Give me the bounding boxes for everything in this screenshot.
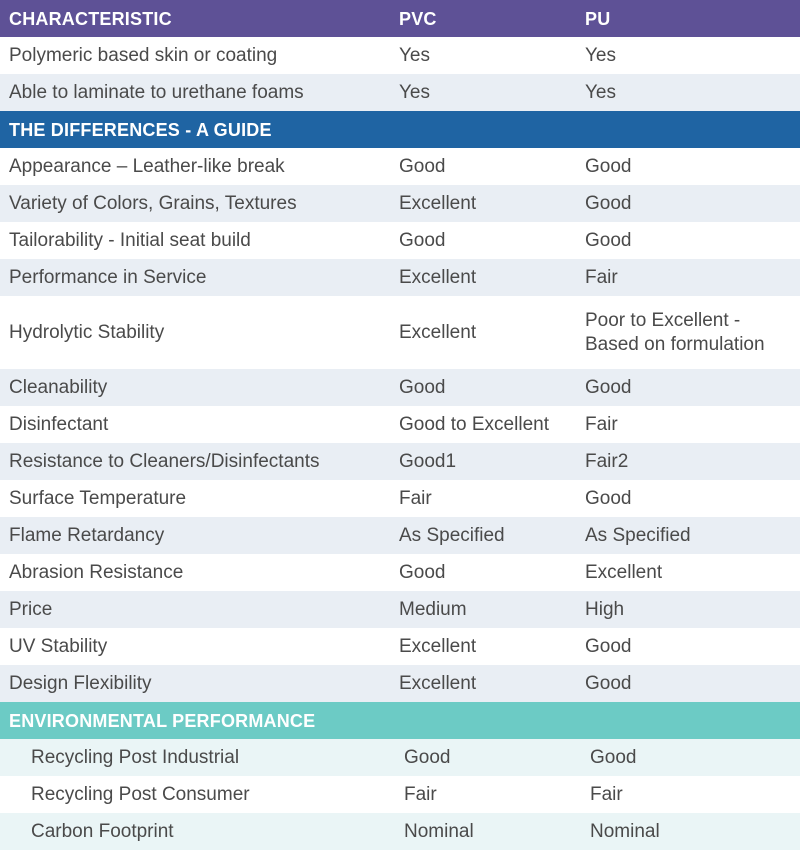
header-characteristic: CHARACTERISTIC [9, 8, 172, 29]
table-row [0, 665, 800, 702]
table-header-row [0, 0, 800, 37]
row-label: Variety of Colors, Grains, Textures [9, 192, 297, 214]
table-row [0, 813, 800, 850]
row-label: Recycling Post Industrial [31, 746, 240, 768]
row-pvc-value: As Specified [399, 524, 505, 546]
row-pvc-value: Good to Excellent [399, 413, 549, 435]
table-row [0, 185, 800, 222]
row-label: Disinfectant [9, 413, 109, 435]
row-pvc-value: Excellent [399, 266, 477, 288]
row-pu-value: Fair [585, 266, 618, 288]
row-pu-value: As Specified [585, 524, 691, 546]
table-row [0, 296, 800, 369]
row-label: Able to laminate to urethane foams [9, 81, 304, 103]
row-pu-value: Poor to Excellent - Based on formulation [585, 309, 765, 355]
row-pvc-value: Good [399, 561, 446, 583]
row-pu-value: Yes [585, 44, 616, 66]
row-label: Recycling Post Consumer [31, 783, 250, 805]
row-pu-value: Excellent [585, 561, 663, 583]
table-row [0, 443, 800, 480]
row-pu-value: Good [585, 487, 632, 509]
row-label: Abrasion Resistance [9, 561, 184, 583]
table-row [0, 148, 800, 185]
row-pvc-value: Good [399, 229, 446, 251]
row-pu-value: Fair [585, 413, 618, 435]
row-pvc-value: Medium [399, 598, 467, 620]
row-pvc-value: Excellent [399, 635, 477, 657]
table-row [0, 37, 800, 74]
row-label: Tailorability - Initial seat build [9, 229, 251, 251]
row-label: UV Stability [9, 635, 108, 657]
row-pu-value: Good [585, 192, 632, 214]
table-row [0, 480, 800, 517]
row-pu-value: Good [585, 155, 632, 177]
section-title: THE DIFFERENCES - A GUIDE [9, 119, 272, 140]
row-pvc-value: Excellent [399, 192, 477, 214]
row-pvc-value: Excellent [399, 321, 477, 343]
row-label: Hydrolytic Stability [9, 321, 165, 343]
table-row [0, 739, 800, 776]
table-row [0, 776, 800, 813]
row-pu-value: Good [585, 376, 632, 398]
row-label: Price [9, 598, 53, 620]
row-pu-value: Fair2 [585, 450, 629, 472]
row-label: Surface Temperature [9, 487, 187, 509]
row-label: Resistance to Cleaners/Disinfectants [9, 450, 320, 472]
table-row [0, 259, 800, 296]
table-row [0, 591, 800, 628]
row-pu-value: Fair [590, 783, 623, 805]
row-pu-value: Good [585, 229, 632, 251]
table-row [0, 554, 800, 591]
row-pvc-value: Good [404, 746, 451, 768]
row-pu-value: Good [590, 746, 637, 768]
row-pvc-value: Fair [399, 487, 432, 509]
section-header-environmental [0, 702, 800, 739]
row-pvc-value: Excellent [399, 672, 477, 694]
row-pvc-value: Yes [399, 81, 430, 103]
table-row [0, 406, 800, 443]
table-row [0, 369, 800, 406]
section-title: ENVIRONMENTAL PERFORMANCE [9, 710, 316, 731]
table-row [0, 628, 800, 665]
row-label: Design Flexibility [9, 672, 152, 694]
row-pu-value: Nominal [590, 820, 660, 842]
row-pvc-value: Good1 [399, 450, 457, 472]
row-pu-value: Yes [585, 81, 616, 103]
row-label: Cleanability [9, 376, 108, 398]
row-label: Polymeric based skin or coating [9, 44, 278, 66]
row-pvc-value: Fair [404, 783, 437, 805]
row-pvc-value: Yes [399, 44, 430, 66]
section-header-differences [0, 111, 800, 148]
row-pu-value: High [585, 598, 625, 620]
header-pu: PU [585, 8, 611, 29]
row-label: Flame Retardancy [9, 524, 165, 546]
row-pvc-value: Good [399, 155, 446, 177]
row-label: Carbon Footprint [31, 820, 174, 842]
row-pu-value: Good [585, 672, 632, 694]
row-pvc-value: Good [399, 376, 446, 398]
row-label: Appearance – Leather-like break [9, 155, 285, 177]
table-row [0, 222, 800, 259]
table-row [0, 517, 800, 554]
header-pvc: PVC [399, 8, 437, 29]
row-pvc-value: Nominal [404, 820, 474, 842]
table-row [0, 74, 800, 111]
row-pu-value: Good [585, 635, 632, 657]
row-label: Performance in Service [9, 266, 207, 288]
